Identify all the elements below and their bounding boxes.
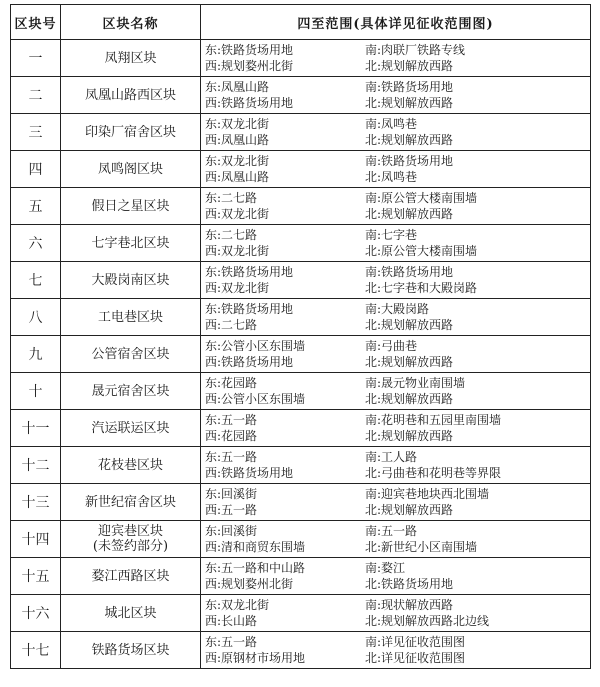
boundary-line-east-south: [205, 79, 590, 95]
boundaries-cell: [201, 114, 591, 151]
west-boundary: 西:二七路: [205, 318, 258, 332]
boundaries-cell: [201, 262, 591, 299]
table-row: [11, 595, 591, 632]
north-boundary: 北:规划解放西路北边线: [365, 614, 490, 628]
boundary-line-east-south: [205, 486, 590, 502]
boundaries-cell: [201, 225, 591, 262]
west-boundary: 西:花园路: [205, 429, 258, 443]
west-boundary: 西:凤凰山路: [205, 170, 270, 184]
block-name: 凤翔区块: [104, 50, 157, 66]
boundary-line-west-north: [205, 169, 590, 185]
east-boundary: 东:二七路: [205, 228, 258, 242]
east-boundary: 东:铁路货场用地: [205, 302, 294, 316]
block-number-cell: [11, 336, 61, 373]
boundaries-cell: [201, 188, 591, 225]
block-number-cell: [11, 410, 61, 447]
west-boundary: 西:双龙北街: [205, 207, 270, 221]
block-name: 迎宾巷区块: [97, 524, 163, 539]
south-boundary: 南:弓曲巷: [365, 339, 418, 353]
block-number-cell: [11, 373, 61, 410]
south-boundary: 南:迎宾巷地块西北围墙: [365, 487, 490, 501]
east-boundary: 东:五一路: [205, 450, 258, 464]
north-boundary: 北:新世纪小区南围墙: [365, 540, 478, 554]
boundary-line-east-south: [205, 116, 590, 132]
header-boundaries: 四至范围(具体详见征收范围图): [201, 5, 591, 40]
boundaries-cell: [201, 299, 591, 336]
south-boundary: 南:晟元物业南围墙: [365, 376, 466, 390]
south-boundary: 南:凤鸣巷: [365, 117, 418, 131]
block-name-cell: [61, 262, 201, 299]
east-boundary: 东:回溪街: [205, 487, 258, 501]
block-number: 十一: [21, 421, 50, 437]
boundary-line-east-south: [205, 153, 590, 169]
table-body: [11, 40, 591, 669]
east-boundary: 东:回溪街: [205, 524, 258, 538]
block-number-cell: [11, 151, 61, 188]
block-name: 新世纪宿舍区块: [84, 494, 176, 510]
table-row: [11, 447, 591, 484]
block-name: 凤鸣阁区块: [97, 161, 163, 177]
block-number-cell: [11, 77, 61, 114]
block-name-cell: [61, 336, 201, 373]
boundary-line-east-south: [205, 338, 590, 354]
table-row: [11, 77, 591, 114]
table-row: [11, 484, 591, 521]
south-boundary: 南:婺江: [365, 561, 406, 575]
block-boundary-table: [10, 4, 591, 669]
block-name: 汽运联运区块: [91, 420, 170, 436]
boundary-line-west-north: [205, 650, 590, 666]
boundary-line-west-north: [205, 243, 590, 259]
table-row: [11, 299, 591, 336]
block-number-cell: [11, 225, 61, 262]
west-boundary: 西:规划婺州北街: [205, 577, 294, 591]
east-boundary: 东:花园路: [205, 376, 258, 390]
table-row: [11, 558, 591, 595]
block-number-cell: [11, 188, 61, 225]
table-row: [11, 632, 591, 669]
east-boundary: 东:二七路: [205, 191, 258, 205]
block-number-cell: [11, 114, 61, 151]
boundaries-cell: [201, 151, 591, 188]
block-name: 假日之星区块: [91, 198, 170, 214]
east-boundary: 东:公管小区东围墙: [205, 339, 306, 353]
table-row: [11, 188, 591, 225]
table-row: [11, 40, 591, 77]
boundary-line-west-north: [205, 354, 590, 370]
west-boundary: 西:五一路: [205, 503, 258, 517]
south-boundary: 南:大殿岗路: [365, 302, 430, 316]
block-name-cell: [61, 225, 201, 262]
block-name: 工电巷区块: [97, 309, 163, 325]
block-number-cell: [11, 299, 61, 336]
boundary-line-east-south: [205, 523, 590, 539]
boundary-line-west-north: [205, 613, 590, 629]
boundaries-cell: [201, 40, 591, 77]
header-block-name: 区块名称: [61, 5, 201, 40]
boundary-line-west-north: [205, 206, 590, 222]
north-boundary: 北:凤鸣巷: [365, 170, 418, 184]
west-boundary: 西:铁路货场用地: [205, 96, 294, 110]
north-boundary: 北:规划解放西路: [365, 59, 454, 73]
block-name: 铁路货场区块: [91, 642, 170, 658]
east-boundary: 东:五一路: [205, 635, 258, 649]
block-name-cell: [61, 114, 201, 151]
boundary-line-east-south: [205, 375, 590, 391]
north-boundary: 北:弓曲巷和花明巷等界限: [365, 466, 502, 480]
boundaries-cell: [201, 447, 591, 484]
south-boundary: 南:铁路货场用地: [365, 80, 454, 94]
block-name-cell: [61, 373, 201, 410]
block-name-cell: [61, 40, 201, 77]
block-number-cell: [11, 632, 61, 669]
header-row: [11, 5, 591, 40]
boundary-line-east-south: [205, 597, 590, 613]
boundary-line-west-north: [205, 465, 590, 481]
block-name: 凤凰山路西区块: [84, 87, 176, 103]
block-number: 七: [28, 273, 43, 289]
south-boundary: 南:五一路: [365, 524, 418, 538]
boundary-line-west-north: [205, 502, 590, 518]
block-name-cell: [61, 558, 201, 595]
block-name-cell: [61, 151, 201, 188]
north-boundary: 北:规划解放西路: [365, 355, 454, 369]
north-boundary: 北:规划解放西路: [365, 429, 454, 443]
boundary-line-east-south: [205, 227, 590, 243]
north-boundary: 北:七字巷和大殿岗路: [365, 281, 478, 295]
block-number-cell: [11, 521, 61, 558]
block-name-cell: [61, 188, 201, 225]
east-boundary: 东:铁路货场用地: [205, 43, 294, 57]
west-boundary: 西:铁路货场用地: [205, 355, 294, 369]
block-name-cell: [61, 77, 201, 114]
east-boundary: 东:双龙北街: [205, 117, 270, 131]
south-boundary: 南:现状解放西路: [365, 598, 454, 612]
block-number: 四: [28, 162, 43, 178]
south-boundary: 南:铁路货场用地: [365, 265, 454, 279]
boundary-line-west-north: [205, 428, 590, 444]
table-row: [11, 336, 591, 373]
boundary-line-west-north: [205, 58, 590, 74]
boundary-line-west-north: [205, 539, 590, 555]
boundary-line-west-north: [205, 317, 590, 333]
north-boundary: 北:规划解放西路: [365, 207, 454, 221]
block-name: 七字巷北区块: [91, 235, 170, 251]
west-boundary: 西:清和商贸东围墙: [205, 540, 306, 554]
block-number-cell: [11, 595, 61, 632]
block-number: 二: [28, 88, 43, 104]
block-name: 婺江西路区块: [91, 568, 170, 584]
block-number-cell: [11, 484, 61, 521]
boundary-line-west-north: [205, 132, 590, 148]
block-number: 五: [28, 199, 43, 215]
table-row: [11, 373, 591, 410]
table-row: [11, 410, 591, 447]
boundaries-cell: [201, 484, 591, 521]
south-boundary: 南:工人路: [365, 450, 418, 464]
block-number: 十四: [21, 532, 50, 548]
block-number: 八: [28, 310, 43, 326]
boundary-line-west-north: [205, 280, 590, 296]
west-boundary: 西:公管小区东围墙: [205, 392, 306, 406]
block-name-cell: [61, 595, 201, 632]
boundary-line-west-north: [205, 95, 590, 111]
boundary-line-east-south: [205, 412, 590, 428]
north-boundary: 北:规划解放西路: [365, 318, 454, 332]
boundary-line-west-north: [205, 391, 590, 407]
east-boundary: 东:五一路: [205, 413, 258, 427]
west-boundary: 西:铁路货场用地: [205, 466, 294, 480]
table-row: [11, 151, 591, 188]
boundaries-cell: [201, 558, 591, 595]
boundaries-cell: [201, 373, 591, 410]
east-boundary: 东:双龙北街: [205, 154, 270, 168]
west-boundary: 西:双龙北街: [205, 244, 270, 258]
west-boundary: 西:长山路: [205, 614, 258, 628]
block-number-cell: [11, 558, 61, 595]
boundary-line-east-south: [205, 560, 590, 576]
south-boundary: 南:铁路货场用地: [365, 154, 454, 168]
block-name: 晟元宿舍区块: [91, 383, 170, 399]
table-row: [11, 225, 591, 262]
block-name-cell: [61, 632, 201, 669]
north-boundary: 北:详见征收范围图: [365, 651, 466, 665]
boundaries-cell: [201, 336, 591, 373]
boundary-line-west-north: [205, 576, 590, 592]
table-row: [11, 114, 591, 151]
block-name-note: (未签约部分): [92, 539, 169, 554]
west-boundary: 西:双龙北街: [205, 281, 270, 295]
block-name-cell: [61, 521, 201, 558]
block-number: 十七: [21, 643, 50, 659]
boundary-line-east-south: [205, 42, 590, 58]
boundaries-cell: [201, 595, 591, 632]
boundary-line-east-south: [205, 449, 590, 465]
north-boundary: 北:规划解放西路: [365, 392, 454, 406]
south-boundary: 南:花明巷和五园里南围墙: [365, 413, 502, 427]
block-name: 城北区块: [104, 605, 157, 621]
boundary-line-east-south: [205, 301, 590, 317]
block-number: 十三: [21, 495, 50, 511]
west-boundary: 西:凤凰山路: [205, 133, 270, 147]
boundary-line-east-south: [205, 634, 590, 650]
north-boundary: 北:规划解放西路: [365, 133, 454, 147]
block-number: 十: [28, 384, 43, 400]
header-block-number: 区块号: [11, 5, 61, 40]
block-number: 十二: [21, 458, 50, 474]
block-name-cell: [61, 447, 201, 484]
north-boundary: 北:原公管大楼南围墙: [365, 244, 478, 258]
east-boundary: 东:五一路和中山路: [205, 561, 306, 575]
block-number: 三: [28, 125, 43, 141]
west-boundary: 西:原钢材市场用地: [205, 651, 306, 665]
south-boundary: 南:原公管大楼南围墙: [365, 191, 478, 205]
table-row: [11, 521, 591, 558]
west-boundary: 西:规划婺州北街: [205, 59, 294, 73]
block-name-cell: [61, 484, 201, 521]
boundary-table-container: [10, 4, 590, 669]
block-name-cell: [61, 410, 201, 447]
block-name: 印染厂宿舍区块: [84, 124, 176, 140]
north-boundary: 北:规划解放西路: [365, 503, 454, 517]
south-boundary: 南:肉联厂铁路专线: [365, 43, 466, 57]
block-number: 六: [28, 236, 43, 252]
block-number-cell: [11, 40, 61, 77]
block-number-cell: [11, 447, 61, 484]
block-name: 大殿岗南区块: [91, 272, 170, 288]
south-boundary: 南:详见征收范围图: [365, 635, 466, 649]
block-name-cell: [61, 299, 201, 336]
boundaries-cell: [201, 410, 591, 447]
north-boundary: 北:铁路货场用地: [365, 577, 454, 591]
boundaries-cell: [201, 77, 591, 114]
block-number: 九: [28, 347, 43, 363]
east-boundary: 东:铁路货场用地: [205, 265, 294, 279]
table-row: [11, 262, 591, 299]
block-name: 花枝巷区块: [97, 457, 163, 473]
south-boundary: 南:七字巷: [365, 228, 418, 242]
boundary-line-east-south: [205, 190, 590, 206]
block-number: 十六: [21, 606, 50, 622]
block-number: 十五: [21, 569, 50, 585]
block-number-cell: [11, 262, 61, 299]
block-name: 公管宿舍区块: [91, 346, 170, 362]
east-boundary: 东:凤凰山路: [205, 80, 270, 94]
boundary-line-east-south: [205, 264, 590, 280]
north-boundary: 北:规划解放西路: [365, 96, 454, 110]
east-boundary: 东:双龙北街: [205, 598, 270, 612]
block-number: 一: [28, 51, 43, 67]
boundaries-cell: [201, 632, 591, 669]
boundaries-cell: [201, 521, 591, 558]
